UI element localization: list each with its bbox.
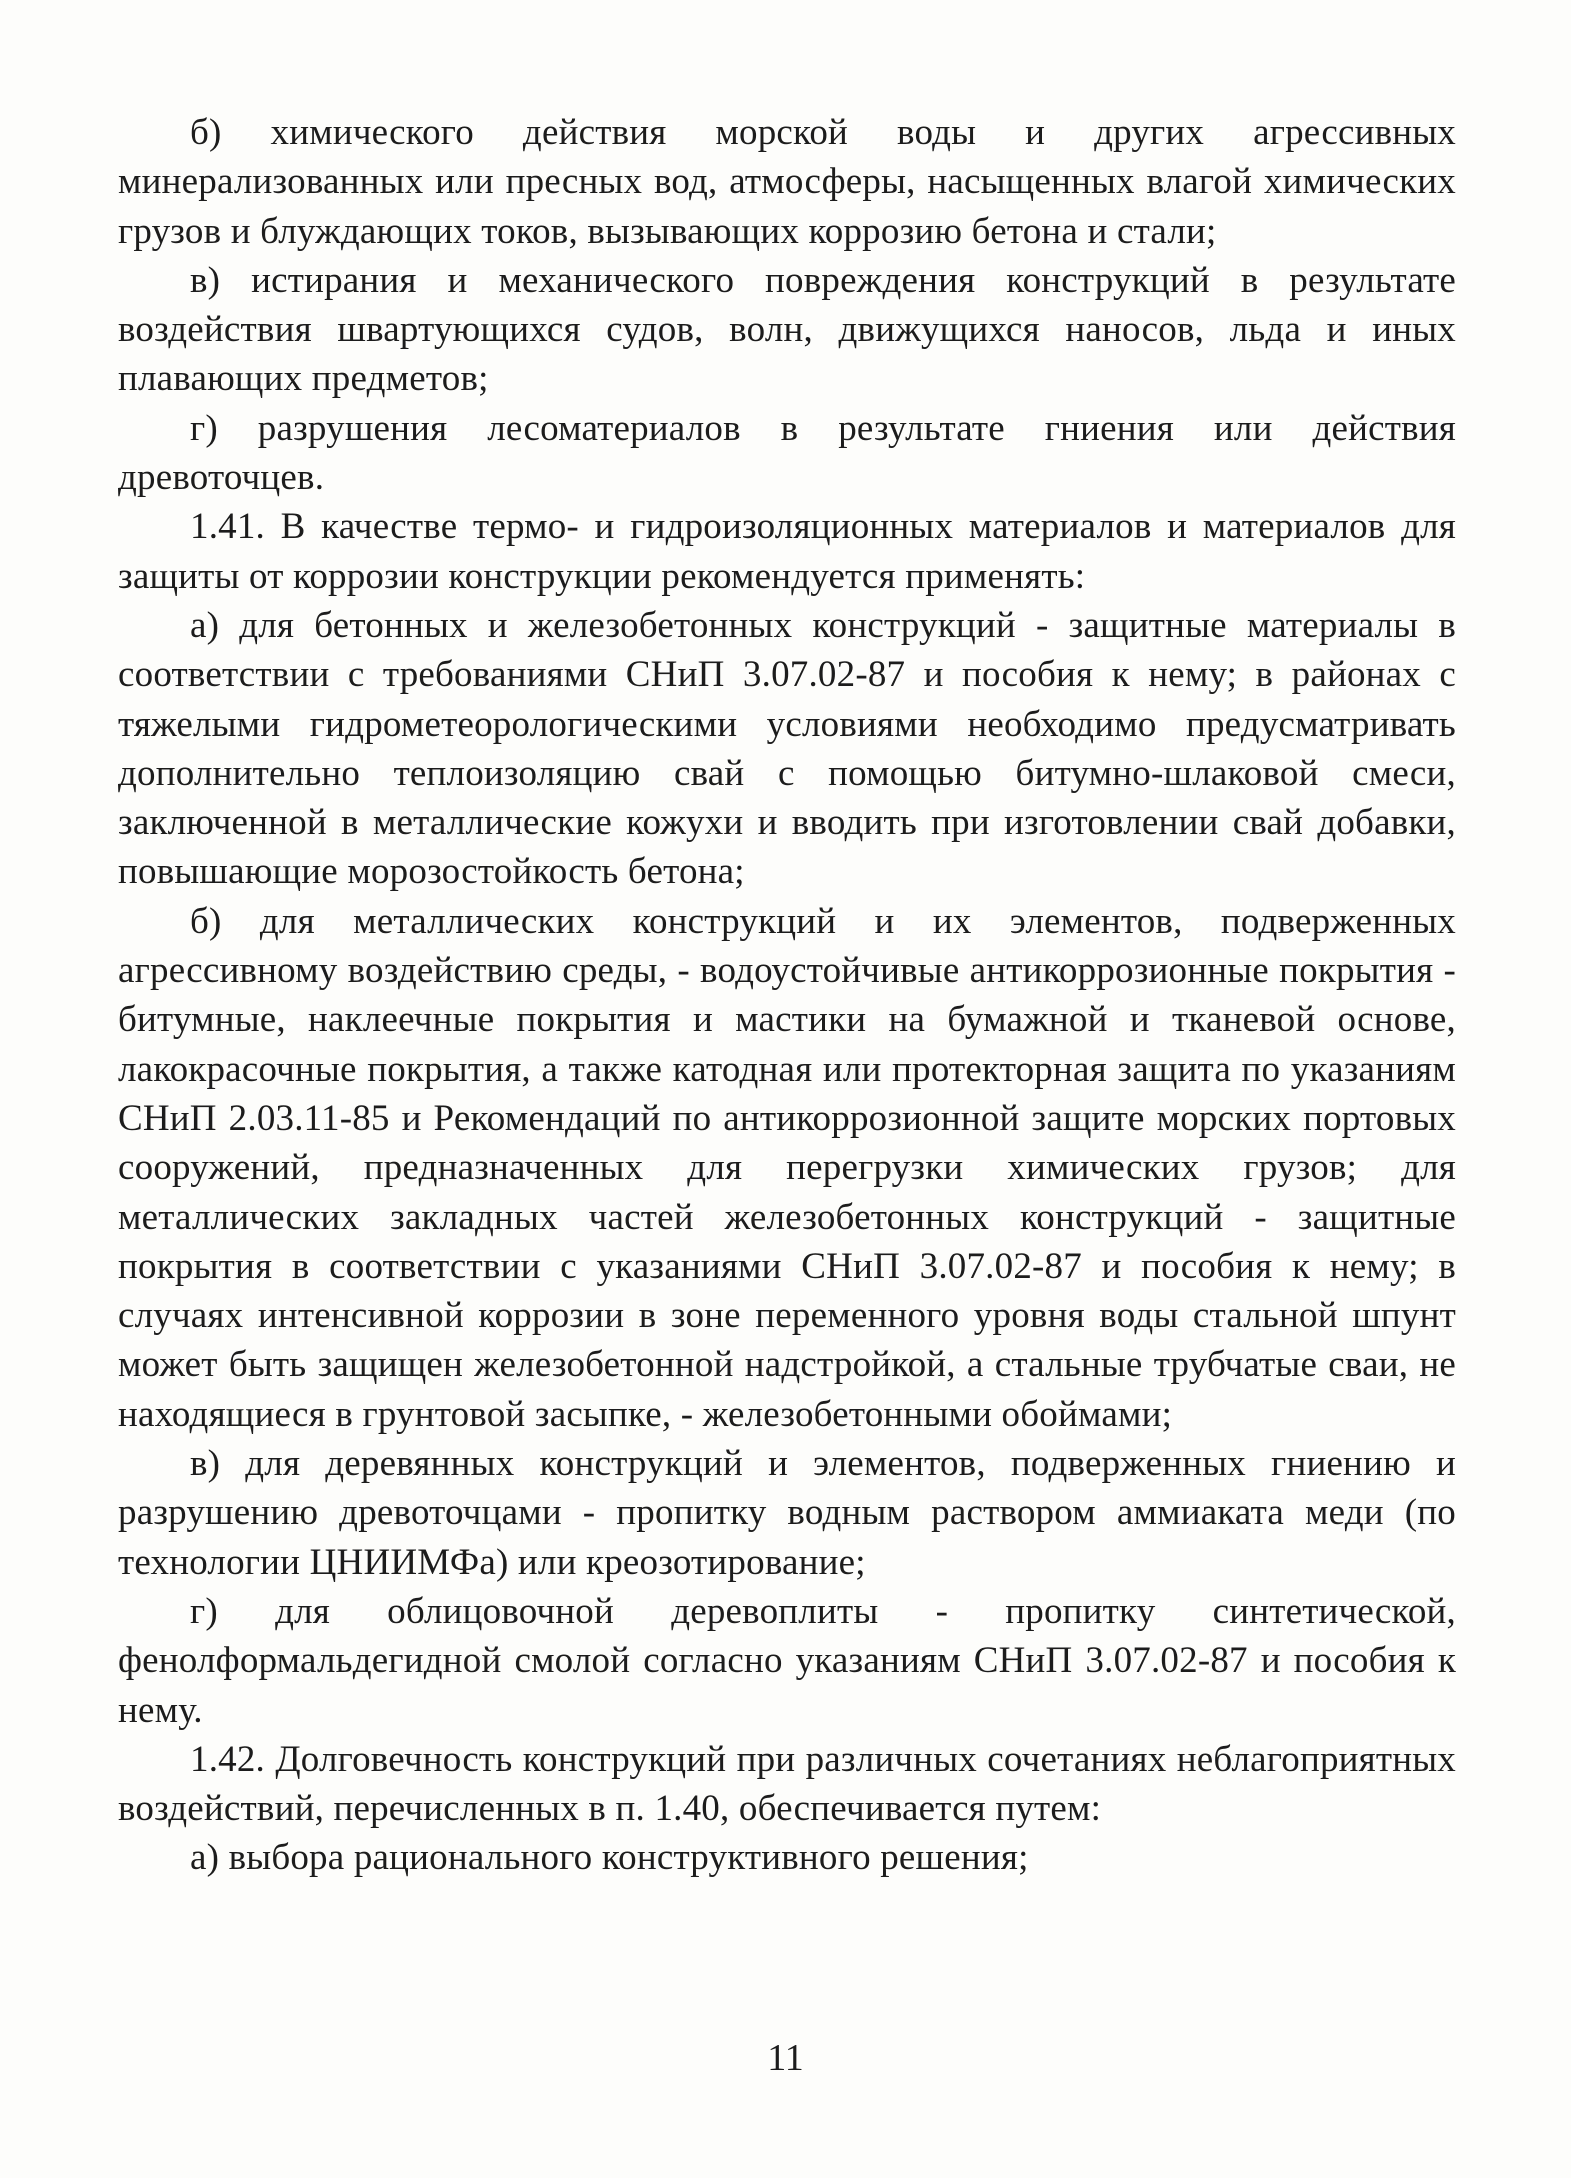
paragraph-1-41: 1.41. В качестве термо- и гидроизоляционных материалов и материалов для защиты от коррозии конструкции рекомендуется применять: — [118, 506, 1456, 597]
paragraph-1-42-a: а) выбора рационального конструктивного решения; — [190, 1837, 1029, 1879]
paragraph-1-41-b: б) для металлических конструкций и их элементов, подверженных агрессивному воздействию среды, - водоустойчивые антикоррозионные покрытия - битумные, наклеечные покрытия и мастики на бумажной и тканевой основе, лакокрасочные покрытия, а также катодная или протекторная защита по указаниям СНиП 2.03.11-85 и Рекомендаций по антикоррозионной защите морских портовых сооружений, предназначенных для перегрузки химических грузов; для металлических закладных частей железобетонных конструкций - защитные покрытия в соответствии с указаниями СНиП 3.07.02-87 и пособия к нему; в случаях интенсивной коррозии в зоне переменного уровня воды стальной шпунт может быть защищен железобетонной надстройкой, а стальные трубчатые сваи, не находящиеся в грунтовой засыпке, - железобетонными обоймами; — [118, 900, 1456, 1435]
paragraph-1-41-v: в) для деревянных конструкций и элементов, подверженных гниению и разрушению древоточцами - пропитку водным раствором аммиаката меди (по технологии ЦНИИМФа) или креозотирование; — [118, 1443, 1456, 1583]
body-text — [118, 108, 1456, 1883]
paragraph-1-42: 1.42. Долговечность конструкций при различных сочетаниях неблагоприятных воздействий, перечисленных в п. 1.40, обеспечивается путем: — [118, 1738, 1456, 1830]
paragraph-1-40-b: б) химического действия морской воды и других агрессивных минерализованных или пресных вод, атмосферы, насыщенных влагой химических грузов и блуждающих токов, вызывающих коррозию бетона и стали; — [118, 112, 1456, 252]
paragraph-1-40-v: в) истирания и механического повреждения конструкций в результате воздействия швартующихся судов, волн, движущихся наносов, льда и иных плавающих предметов; — [118, 259, 1456, 400]
paragraph-1-41-g: г) для облицовочной деревоплиты - пропитку синтетической, фенолформальдегидной смолой согласно указаниям СНиП 3.07.02-87 и пособия к нему. — [118, 1590, 1456, 1731]
paragraph-1-41-a: а) для бетонных и железобетонных конструкций - защитные материалы в соответствии с требованиями СНиП 3.07.02-87 и пособия к нему; в районах с тяжелыми гидрометеорологическими условиями необходимо предусматривать дополнительно теплоизоляцию свай с помощью битумно-шлаковой смеси, заключенной в металлические кожухи и вводить при изготовлении свай добавки, повышающие морозостойкость бетона; — [118, 604, 1456, 893]
page-number: 11 — [767, 2037, 804, 2079]
paragraph-1-40-g: г) разрушения лесоматериалов в результате гниения или действия древоточцев. — [118, 407, 1456, 499]
